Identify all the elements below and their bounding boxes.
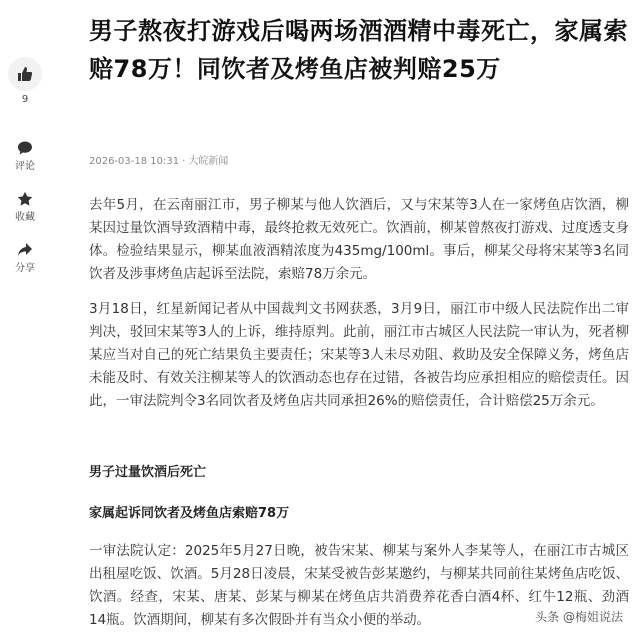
paragraph-2: 3月18日，红星新闻记者从中国裁判文书网获悉，3月9日，丽江市中级人民法院作出二审判决，驳回宋某等3人的上诉，维持原判。此前，丽江市古城区人民法院一审认为，死者柳某应当对自己的死亡结果负主要责任；宋某等3人未尽劝阻、救助及安全保障义务，烤鱼店未能及时、有效关注柳某等人的饮酒动态也存在过错，各被告均应承担相应的赔偿责任。因此，一审法院判令3名同饮者及烤鱼店共同承担26%的赔偿责任，合计赔偿25万余元。	[89, 301, 629, 409]
favorite-label: 收藏	[15, 212, 35, 223]
share-label: 分享	[15, 263, 35, 274]
article-source[interactable]: 大皖新闻	[188, 156, 229, 167]
action-sidebar	[0, 0, 50, 640]
share-button[interactable]	[0, 240, 50, 275]
meta-separator: ·	[182, 156, 186, 167]
publish-date: 2026-03-18 10:31	[89, 156, 180, 167]
share-icon	[17, 242, 33, 258]
like-button-circle[interactable]	[8, 57, 42, 91]
favorite-button[interactable]	[0, 189, 50, 224]
subheading-1: 男子过量饮酒后死亡	[89, 465, 207, 480]
article-meta	[89, 152, 228, 167]
comment-icon	[17, 140, 33, 156]
like-button[interactable]	[0, 57, 50, 106]
like-count: 9	[21, 94, 29, 105]
comment-button[interactable]	[0, 138, 50, 173]
star-icon	[17, 191, 33, 207]
thumbs-up-icon	[17, 66, 33, 82]
article-title: 男子熬夜打游戏后喝两场酒酒精中毒死亡，家属索赔78万！同饮者及烤鱼店被判赔25万	[89, 17, 628, 83]
subheading-2: 家属起诉同饮者及烤鱼店索赔78万	[89, 506, 290, 521]
comment-label: 评论	[15, 161, 35, 172]
paragraph-1: 去年5月，在云南丽江市，男子柳某与他人饮酒后，又与宋某等3人在一家烤鱼店饮酒，柳某因过量饮酒导致酒精中毒，最终抢救无效死亡。饮酒前，柳某曾熬夜打游戏、过度透支身体。检验结果显示，柳某血液酒精浓度为435mg/100ml。事后，柳某父母将宋某等3名同饮者及涉事烤鱼店起诉至法院，索赔78万余元。	[89, 197, 629, 282]
watermark: 头条 @梅姐说法	[532, 607, 626, 626]
paragraph-3: 一审法院认定：2025年5月27日晚，被告宋某、柳某与案外人李某等人，在丽江市古城区出租屋吃饭、饮酒。5月28日凌晨，宋某受被告彭某邀约，与柳某共同前往某烤鱼店吃饭、饮酒。经查，宋某、唐某、彭某与柳某在烤鱼店共消费养花香白酒4杯、红牛12瓶、劲酒14瓶。饮酒期间，柳某有多次假卧并有当众小便的举动。	[89, 543, 629, 628]
